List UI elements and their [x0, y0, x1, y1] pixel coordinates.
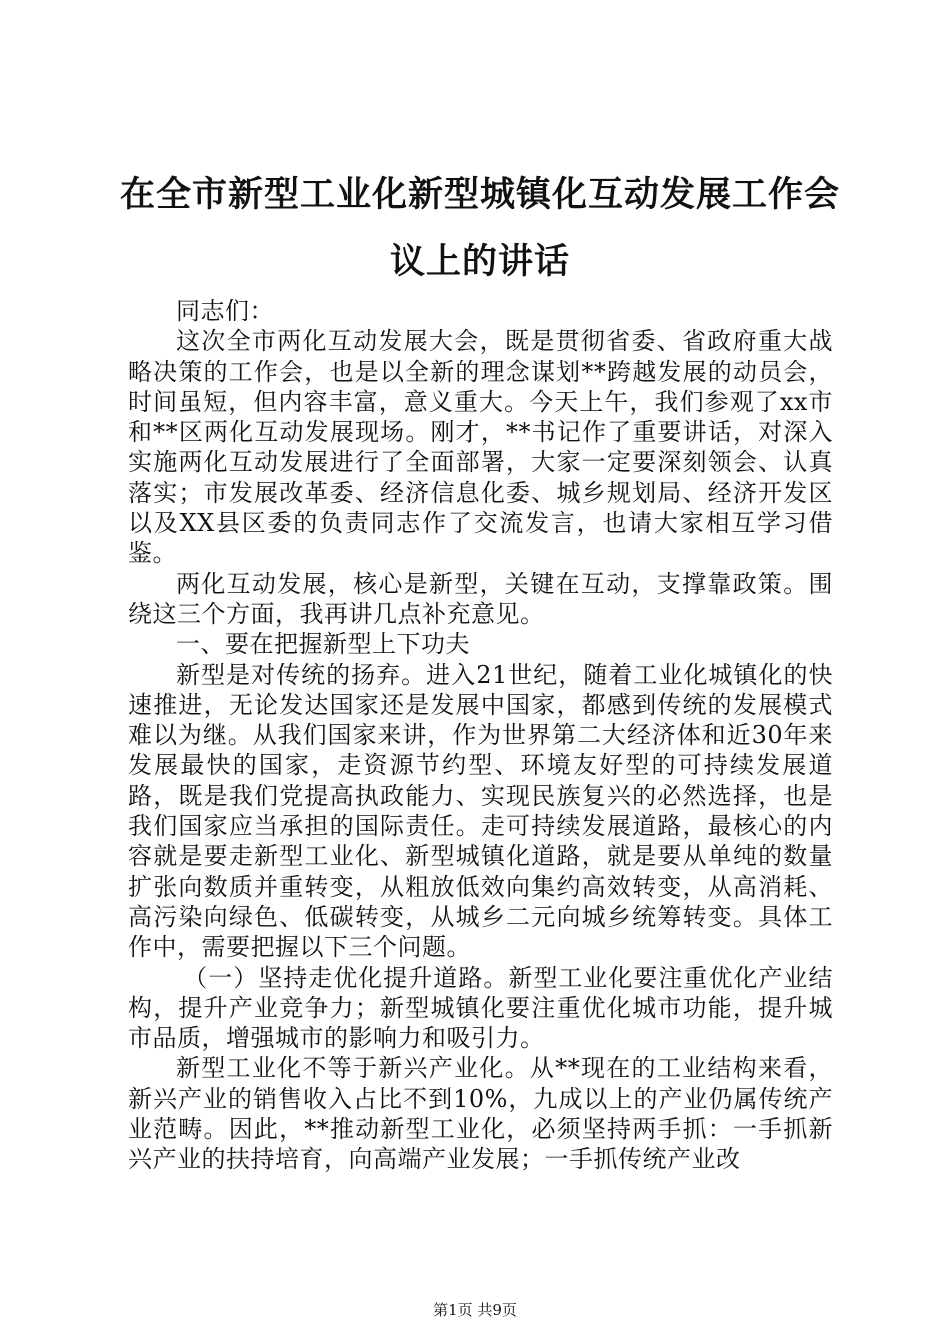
- body-paragraph: 新型工业化不等于新兴产业化。从**现在的工业结构来看，新兴产业的销售收入占比不到10%，九成以上的产业仍属传统产业范畴。因此，**推动新型工业化，必须坚持两手抓：一手抓新兴产业的扶持培育，向高端产业发展；一手抓传统产业改: [128, 1054, 833, 1174]
- document-body: [128, 296, 833, 1175]
- page-footer: 第1页 共9页: [433, 1301, 517, 1319]
- salutation-paragraph: 同志们：: [176, 297, 274, 325]
- subsection-paragraph: （一）坚持走优化提升道路。新型工业化要注重优化产业结构，提升产业竞争力；新型城镇化要注重优化城市功能，提升城市品质，增强城市的影响力和吸引力。: [128, 963, 833, 1053]
- body-paragraph: 两化互动发展，核心是新型，关键在互动，支撑靠政策。围绕这三个方面，我再讲几点补充意见。: [128, 569, 833, 628]
- body-paragraph: 这次全市两化互动发展大会，既是贯彻省委、省政府重大战略决策的工作会，也是以全新的理念谋划**跨越发展的动员会，时间虽短，但内容丰富，意义重大。今天上午，我们参观了xx市和**区两化互动发展现场。刚才，**书记作了重要讲话，对深入实施两化互动发展进行了全面部署，大家一定要深刻领会、认真落实；市发展改革委、经济信息化委、城乡规划局、经济开发区以及XX县区委的负责同志作了交流发言，也请大家相互学习借鉴。: [128, 327, 833, 568]
- document-title: 在全市新型工业化新型城镇化互动发展工作会议上的讲话: [119, 175, 840, 282]
- body-paragraph: 新型是对传统的扬弃。进入21世纪，随着工业化城镇化的快速推进，无论发达国家还是发展中国家，都感到传统的发展模式难以为继。从我们国家来讲，作为世界第二大经济体和近30年来发展最快的国家，走资源节约型、环境友好型的可持续发展道路，既是我们党提高执政能力、实现民族复兴的必然选择，也是我们国家应当承担的国际责任。走可持续发展道路，最核心的内容就是要走新型工业化、新型城镇化道路，就是要从单纯的数量扩张向数质并重转变，从粗放低效向集约高效转变，从高消耗、高污染向绿色、低碳转变，从城乡二元向城乡统筹转变。具体工作中，需要把握以下三个问题。: [128, 660, 833, 962]
- section-heading: 一、要在把握新型上下功夫: [176, 630, 470, 659]
